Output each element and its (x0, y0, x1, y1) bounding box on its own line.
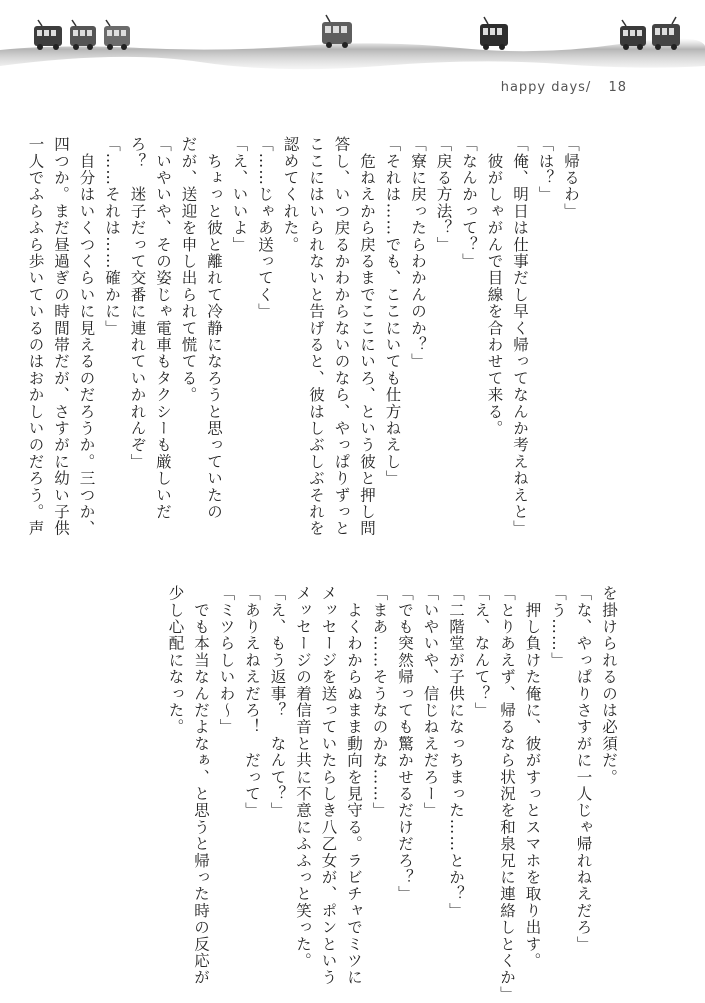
text-line: 「とりあえず、帰るなら状況を和泉兄に連絡しとくか」 (498, 585, 516, 1003)
text-line: よくわからぬまま動向を見守る。ラビチャでミツに (345, 585, 363, 986)
text-line: ちょっと彼と離れて冷静になろうと思っていたの (205, 136, 223, 521)
text-line: 「寮に戻ったらわかんのか？」 (409, 136, 427, 370)
text-line: 「二階堂が子供になっちまった……とか？」 (447, 585, 465, 919)
text-line: 「ありえねえだろ！ だって」 (243, 585, 261, 819)
text-line: を掛けられるのは必須だ。 (600, 585, 618, 786)
bus-icon (34, 20, 62, 50)
text-line: 「いやいや、その姿じゃ電車もタクシーも厳しいだ (154, 136, 172, 521)
text-line: 危ねえから戻るまでここにいろ、という彼と押し問 (358, 136, 376, 537)
text-line: 「え、いいよ」 (230, 136, 249, 253)
bus-icon (322, 15, 352, 48)
text-line: 認めてくれた。 (281, 136, 300, 253)
page-number: 18 (608, 80, 627, 95)
text-line: 少し心配になった。 (166, 585, 185, 736)
running-header (501, 80, 627, 95)
text-line: メッセージを送っていたらしき八乙女が、ポンという (319, 585, 338, 986)
text-line: 「……じゃあ送ってく」 (256, 136, 274, 320)
text-line: ろ？ 迷子だって交番に連れていかれんぞ」 (128, 136, 147, 470)
text-line: 「な、やっぱりさすがに一人じゃ帰れねえだろ」 (574, 585, 593, 953)
text-line: 「……それは……確かに」 (103, 136, 121, 337)
text-line: 「は？」 (536, 136, 555, 203)
text-line: 「え、なんて？」 (472, 585, 491, 719)
text-line: 「それは……でも、ここにいても仕方ねえし」 (383, 136, 402, 487)
text-line: 「戻る方法？」 (434, 136, 453, 253)
text-line: 四つか。まだ昼過ぎの時間帯だが、さすがに幼い子供 (52, 136, 70, 537)
text-line: 自分はいくつくらいに見えるのだろうか。三つか、 (77, 136, 96, 537)
text-line: メッセージの着信音と共に不意にふふっと笑った。 (294, 585, 312, 970)
text-line: 押し負けた俺に、彼がすっとスマホを取り出す。 (523, 585, 542, 970)
text-line: でも本当なんだよなぁ、と思うと帰った時の反応が (192, 585, 210, 986)
text-line: 「いやいや、信じねえだろー」 (421, 585, 440, 819)
text-block-top (22, 136, 583, 536)
text-line: 「帰るわ」 (562, 136, 580, 220)
text-line: ここにはいられないと告げると、彼はしぶしぶそれを (307, 136, 325, 537)
bus-icon (652, 17, 680, 50)
header-decoration (0, 0, 705, 72)
text-line: 答し、いつ戻るかわからないのなら、やっぱりずっと (332, 136, 351, 537)
bus-icon (104, 20, 130, 50)
text-line: 「え、もう返事？ なんて？」 (268, 585, 287, 819)
text-line: 彼がしゃがんで目線を合わせて来る。 (485, 136, 504, 437)
bus-icon (480, 17, 508, 50)
header-wash (0, 0, 705, 72)
bus-icon (620, 20, 646, 50)
text-line: 一人でふらふら歩いているのはおかしいのだろう。声 (26, 136, 45, 537)
running-title: happy days/ (500, 80, 592, 95)
text-line: 「俺、明日は仕事だし早く帰ってなんか考えねえと」 (511, 136, 529, 537)
text-line: 「ミツらしいわ～」 (217, 585, 236, 736)
text-line: だが、送迎を申し出られて慌てる。 (179, 136, 198, 404)
text-line: 「う……」 (549, 585, 567, 669)
text-block-bottom (162, 585, 621, 1003)
bus-icon (70, 20, 96, 50)
text-line: 「まあ……そうなのかな……」 (370, 585, 389, 819)
text-line: 「でも突然帰っても驚かせるだけだろ？」 (396, 585, 414, 903)
text-line: 「なんかって？」 (460, 136, 478, 270)
